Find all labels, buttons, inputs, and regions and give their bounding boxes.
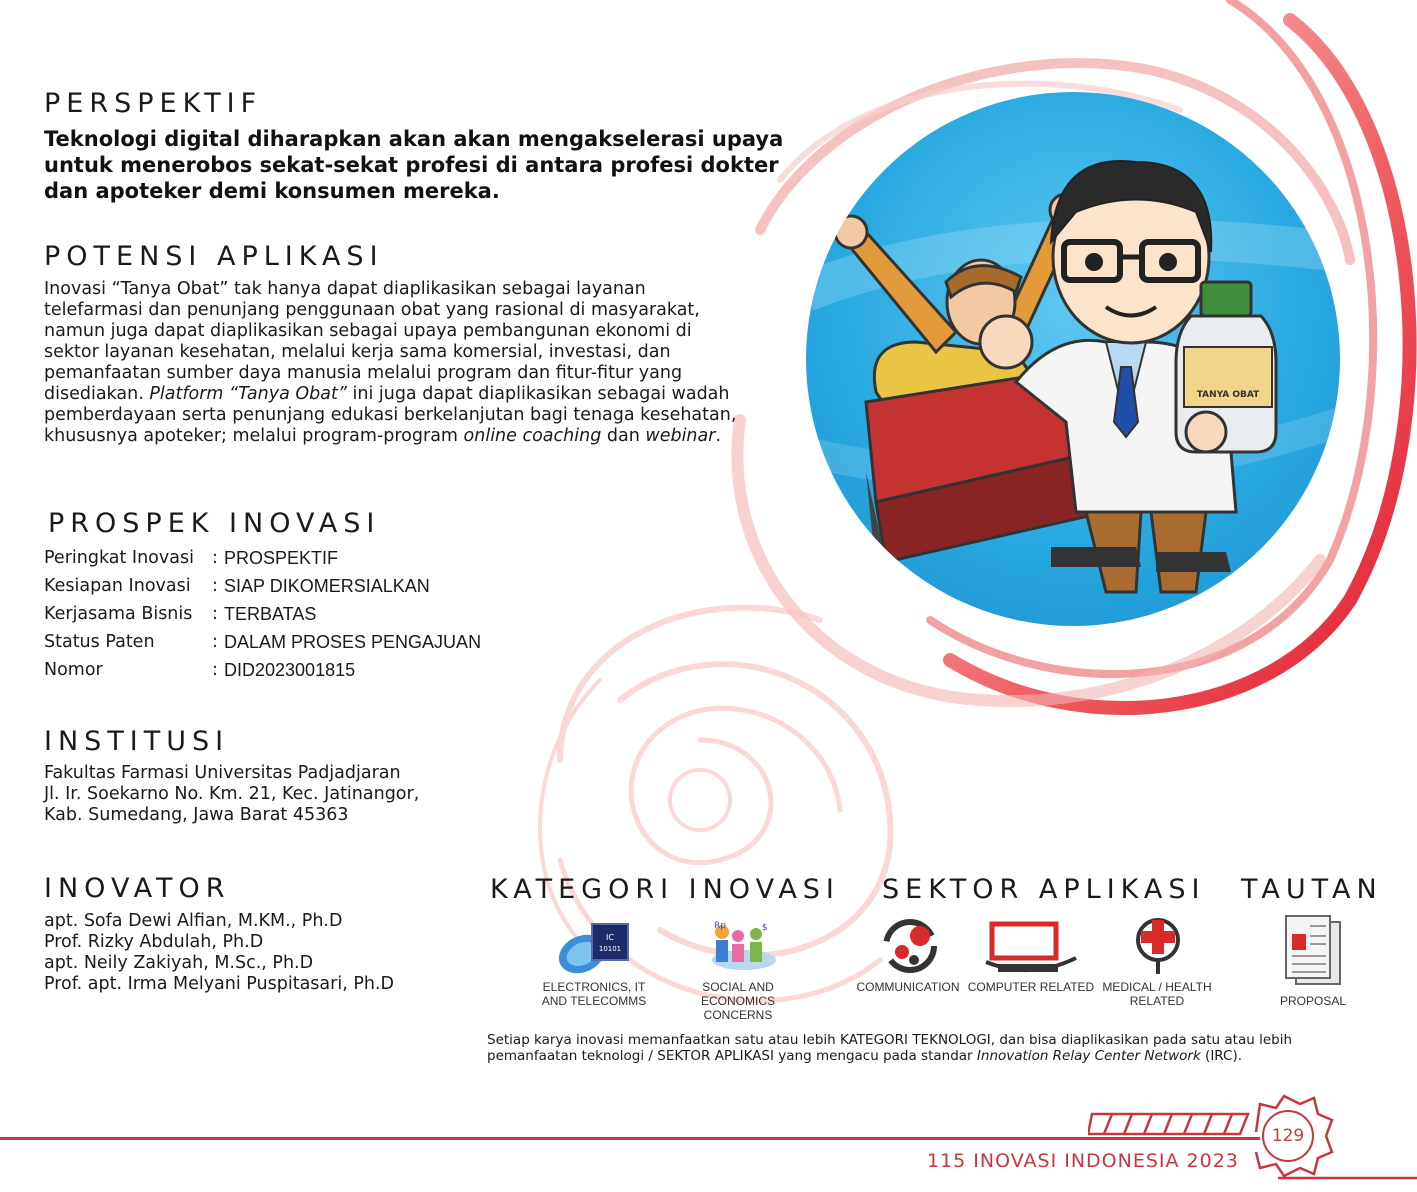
svg-text:IC: IC	[606, 933, 614, 942]
perspektif-text	[44, 126, 804, 204]
book-title: 115 INOVASI INDONESIA 2023	[927, 1150, 1239, 1172]
prospek-key: Peringkat Inovasi	[44, 548, 194, 568]
label-line: SOCIAL AND	[702, 980, 774, 994]
svg-text:Rp: Rp	[714, 921, 726, 931]
proposal-label[interactable]	[1262, 994, 1364, 1008]
social-economics-label	[680, 980, 796, 1022]
medical-health-icon[interactable]	[1130, 914, 1186, 978]
note-line	[487, 1048, 1292, 1064]
label-line: ELECTRONICS, IT	[542, 980, 646, 994]
potensi-line: telefarmasi dan penunjang penggunaan obat yang rasional di masyarakat,	[44, 300, 700, 320]
irc-note	[487, 1032, 1292, 1064]
platform-name: Platform “Tanya Obat”	[149, 384, 347, 404]
prospek-value: DID2023001815	[224, 659, 356, 680]
separator: :	[212, 576, 218, 596]
prospek-key: Status Paten	[44, 632, 155, 652]
prospek-value: DALAM PROSES PENGAJUAN	[224, 631, 482, 652]
institusi-heading: INSTITUSI	[44, 726, 230, 757]
footer-decoration	[1088, 1094, 1417, 1192]
page-number: 129	[1262, 1110, 1314, 1162]
text-span: ini juga dapat diaplikasikan sebagai wadah	[346, 384, 730, 404]
inovator-heading: INOVATOR	[44, 873, 231, 904]
medical-health-label	[1096, 980, 1218, 1008]
label-line: RELATED	[1129, 994, 1185, 1008]
label-line: AND TELECOMMS	[541, 994, 647, 1008]
note-line: Setiap karya inovasi memanfaatkan satu atau lebih KATEGORI TEKNOLOGI, dan bisa diaplikasikan pada satu atau lebih	[487, 1032, 1293, 1048]
sektor-heading: SEKTOR APLIKASI	[882, 874, 1206, 905]
institusi-line: Fakultas Farmasi Universitas Padjadjaran	[44, 763, 401, 783]
separator: :	[212, 604, 218, 624]
potensi-text	[44, 279, 774, 447]
illustration-circle	[806, 92, 1340, 626]
inovator-name: apt. Sofa Dewi Alfian, M.KM., Ph.D	[44, 911, 343, 931]
prospek-row	[44, 600, 481, 628]
text-span: (IRC).	[1200, 1048, 1242, 1064]
prospek-table	[44, 544, 481, 684]
perspektif-heading: PERSPEKTIF	[44, 88, 263, 119]
online-coaching-term: online coaching	[463, 426, 602, 446]
prospek-heading: PROSPEK INOVASI	[48, 508, 381, 539]
text-span: disediakan.	[44, 384, 150, 404]
institusi-text	[44, 763, 419, 826]
computer-related-label	[966, 980, 1096, 994]
potensi-line: Inovasi “Tanya Obat” tak hanya dapat diaplikasikan sebagai layanan	[44, 279, 646, 299]
text-span: pemanfaatan teknologi / SEKTOR APLIKASI yang mengacu pada standar	[487, 1048, 977, 1064]
tautan-heading: TAUTAN	[1241, 874, 1383, 905]
prospek-value: TERBATAS	[224, 603, 317, 624]
potensi-line: pemanfaatan sumber daya manusia melalui program dan fitur-fitur yang	[44, 363, 683, 383]
text-span: dan	[601, 426, 646, 446]
communication-icon[interactable]	[880, 916, 940, 976]
potensi-heading: POTENSI APLIKASI	[44, 241, 384, 272]
prospek-row	[44, 628, 481, 656]
inovator-name: apt. Neily Zakiyah, M.Sc., Ph.D	[44, 953, 314, 973]
bottle-label: TANYA OBAT	[1196, 390, 1260, 400]
separator: :	[212, 632, 218, 652]
prospek-key: Nomor	[44, 660, 103, 680]
irc-name: Innovation Relay Center Network	[976, 1048, 1201, 1064]
prospek-value: PROSPEKTIF	[224, 547, 339, 568]
text-span: khususnya apoteker; melalui program-program	[44, 426, 464, 446]
doctor-patient-illustration	[806, 92, 1340, 626]
inovator-list	[44, 911, 394, 995]
potensi-line: pemberdayaan serta penunjang edukasi berkelanjutan bagi tenaga kesehatan,	[44, 405, 737, 425]
inovator-name: Prof. apt. Irma Melyani Puspitasari, Ph.D	[44, 974, 395, 994]
svg-text:10101: 10101	[598, 945, 622, 953]
prospek-value: SIAP DIKOMERSIALKAN	[224, 575, 430, 596]
prospek-row	[44, 572, 481, 600]
separator: :	[212, 548, 218, 568]
label-line: CONCERNS	[703, 1008, 773, 1022]
perspektif-line: untuk menerobos sekat-sekat profesi di antara profesi dokter	[44, 153, 779, 177]
inovator-name: Prof. Rizky Abdulah, Ph.D	[44, 932, 264, 952]
prospek-row	[44, 544, 481, 572]
footer-rule	[0, 1137, 1260, 1140]
prospek-key: Kesiapan Inovasi	[44, 576, 191, 596]
text-span: .	[715, 426, 722, 446]
proposal-document-icon[interactable]	[1282, 914, 1344, 988]
prospek-row	[44, 656, 481, 684]
label-line: MEDICAL / HEALTH	[1102, 980, 1212, 994]
label-line: COMPUTER RELATED	[967, 980, 1095, 994]
perspektif-line: dan apoteker demi konsumen mereka.	[44, 179, 500, 203]
label-line: PROPOSAL	[1279, 994, 1347, 1008]
label-line: COMMUNICATION	[856, 980, 960, 994]
electronics-chip-icon[interactable]	[556, 918, 632, 976]
svg-text:$: $	[762, 923, 768, 933]
social-economics-icon[interactable]	[704, 918, 776, 974]
institusi-line: Jl. Ir. Soekarno No. Km. 21, Kec. Jatinangor,	[44, 784, 420, 804]
potensi-line	[44, 426, 774, 447]
electronics-label	[534, 980, 654, 1008]
potensi-line	[44, 384, 774, 405]
webinar-term: webinar	[645, 426, 716, 446]
prospek-key: Kerjasama Bisnis	[44, 604, 193, 624]
potensi-line: sektor layanan kesehatan, melalui kerja sama komersial, investasi, dan	[44, 342, 671, 362]
communication-label	[848, 980, 968, 994]
potensi-line: namun juga dapat diaplikasikan sebagai upaya pembangunan ekonomi di	[44, 321, 692, 341]
kategori-heading: KATEGORI INOVASI	[490, 874, 840, 905]
separator: :	[212, 660, 218, 680]
perspektif-line: Teknologi digital diharapkan akan akan mengakselerasi upaya	[44, 127, 784, 151]
label-line: ECONOMICS	[700, 994, 775, 1008]
computer-related-icon[interactable]	[984, 918, 1078, 976]
institusi-line: Kab. Sumedang, Jawa Barat 45363	[44, 805, 349, 825]
